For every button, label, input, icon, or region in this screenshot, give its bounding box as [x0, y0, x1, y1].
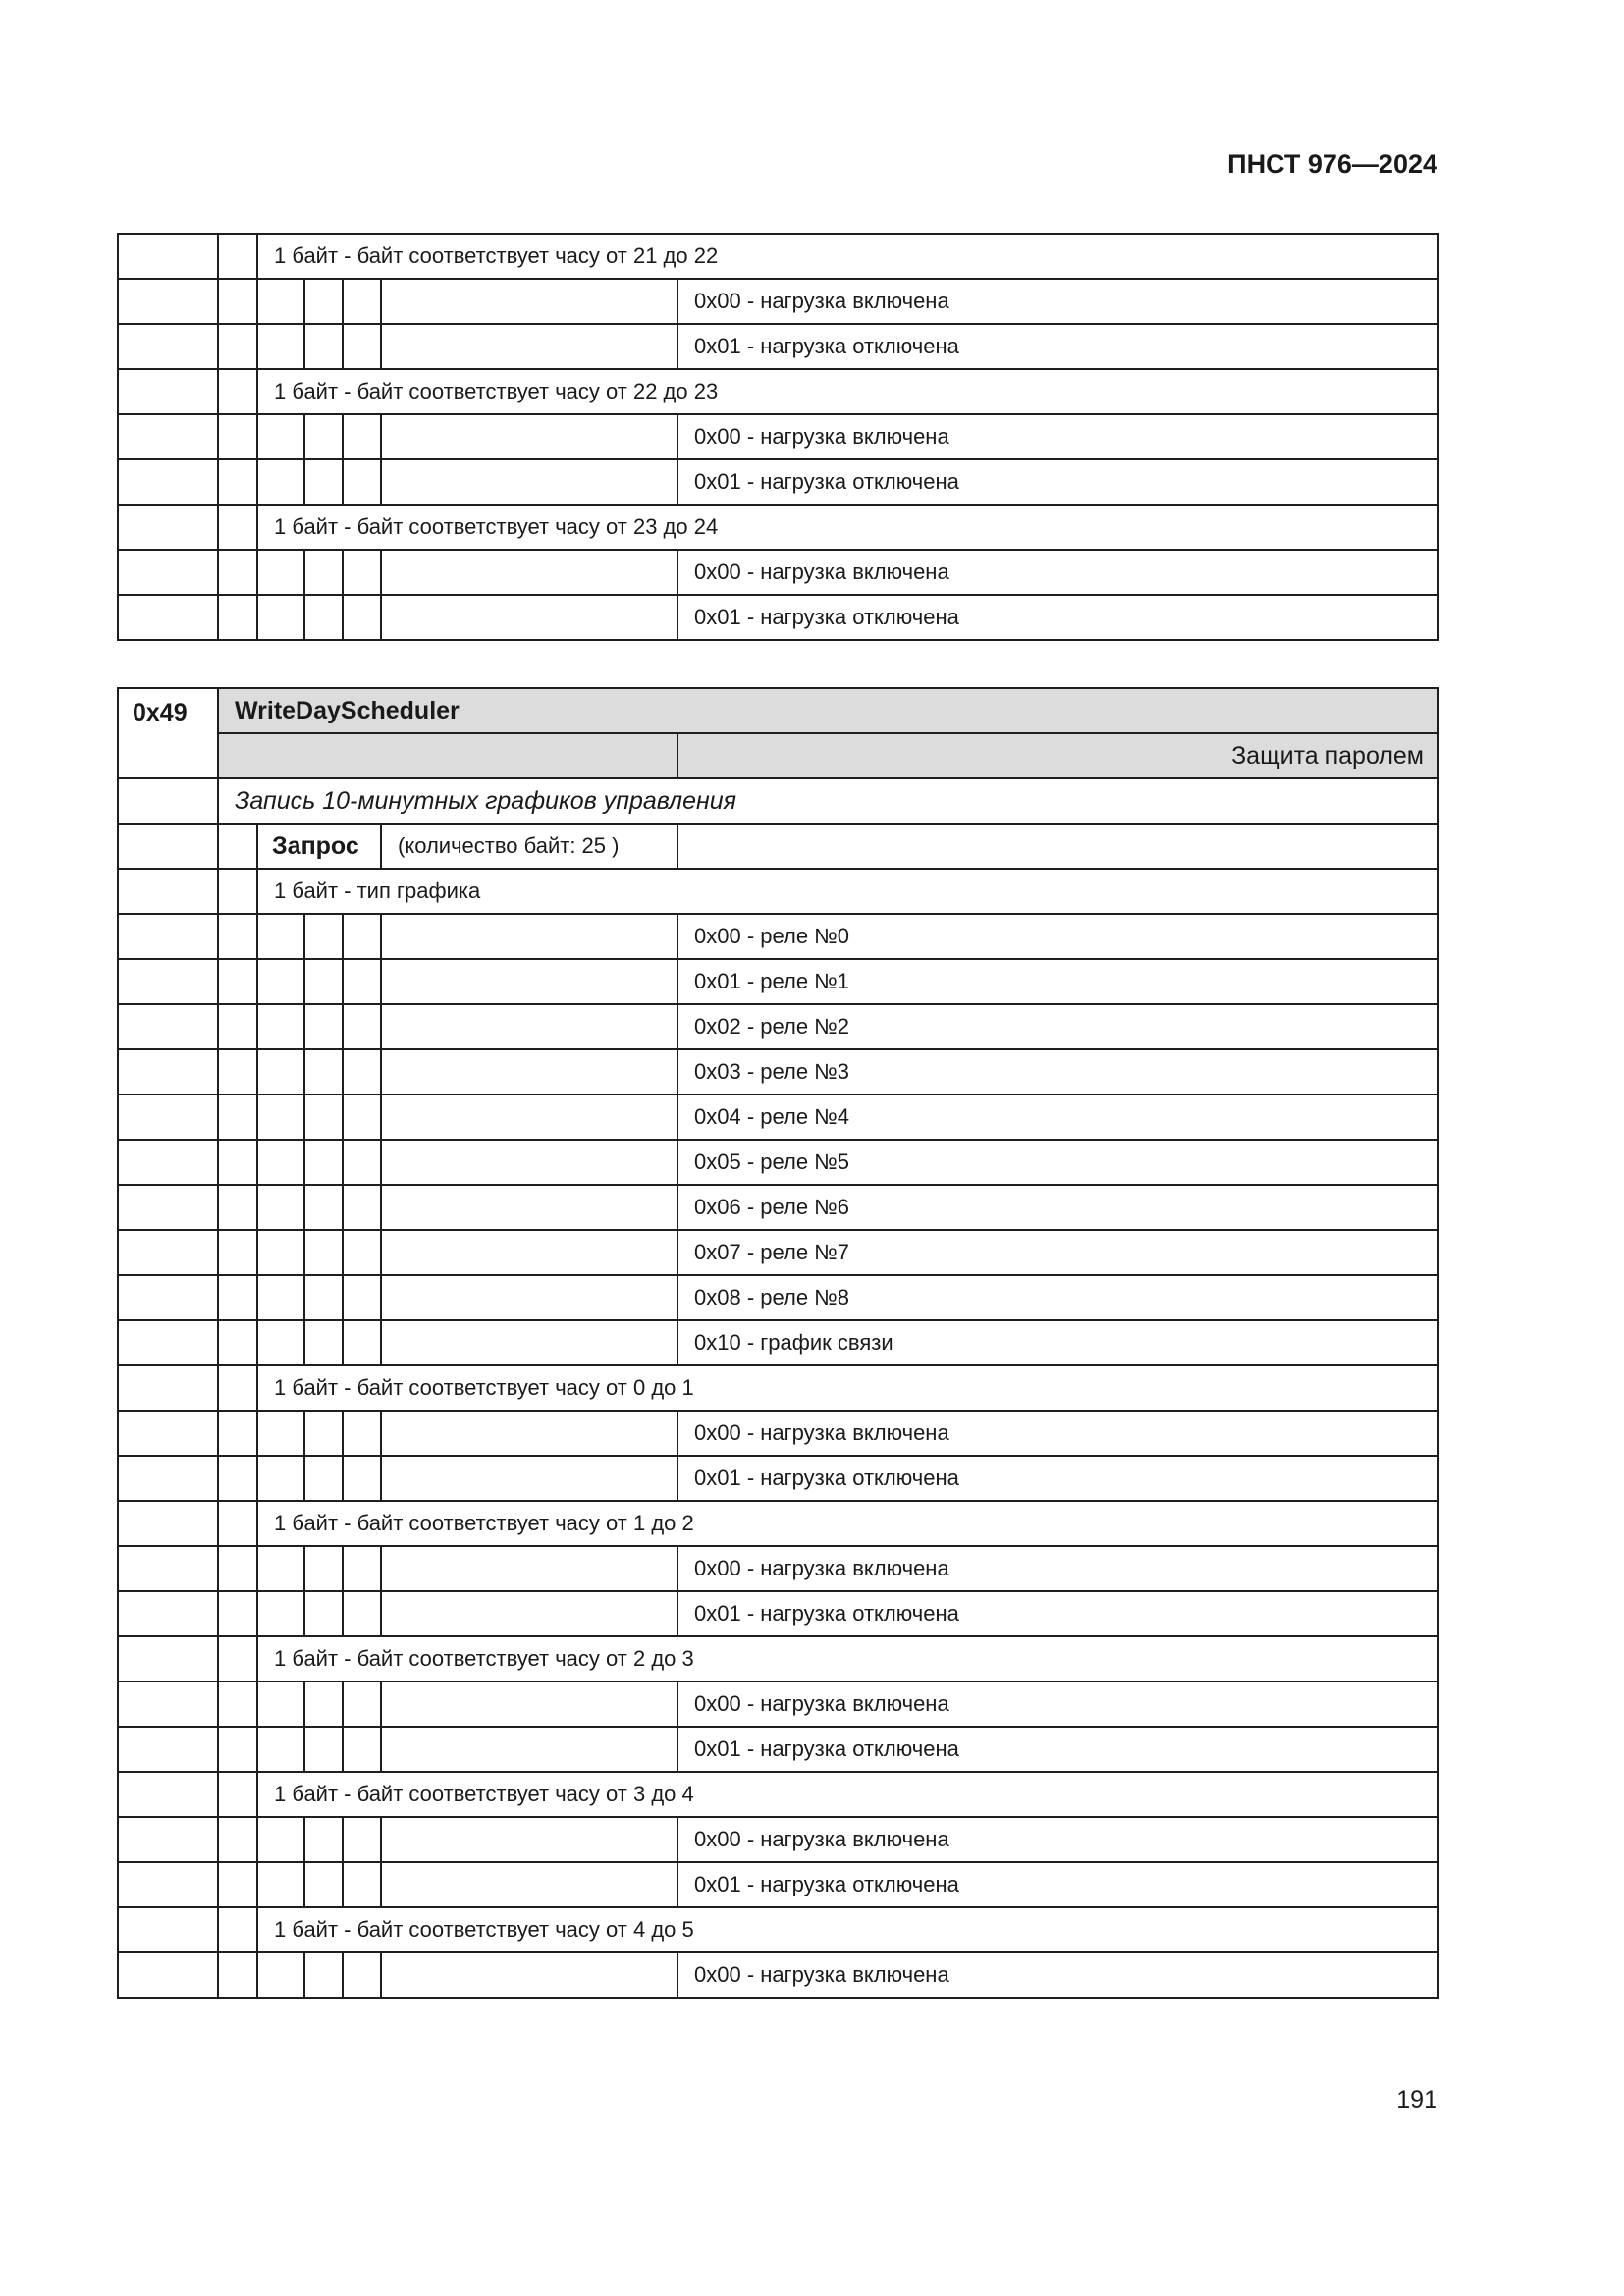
cell-empty [304, 1591, 343, 1636]
request-size: (количество байт: 25 ) [381, 824, 677, 869]
cell-empty [304, 595, 343, 640]
document-id: ПНСТ 976—2024 [1227, 149, 1437, 179]
cell-empty [257, 595, 304, 640]
cell-empty [381, 1185, 677, 1230]
cell-empty [343, 1275, 381, 1320]
value-description: 0x01 - реле №1 [677, 959, 1438, 1004]
cell-empty [218, 1140, 257, 1185]
value-description: 0x00 - нагрузка включена [677, 414, 1438, 459]
cell-empty [257, 1817, 304, 1862]
cell-empty [218, 1682, 257, 1727]
cell-empty [304, 1185, 343, 1230]
cell-empty [257, 959, 304, 1004]
byte-description: 1 байт - байт соответствует часу от 2 до 3 [257, 1636, 1438, 1682]
cell-empty [343, 1591, 381, 1636]
cell-empty [218, 324, 257, 369]
cell-empty [118, 1907, 218, 1952]
cell-empty [304, 1230, 343, 1275]
value-description: 0x00 - нагрузка включена [677, 1682, 1438, 1727]
value-row [118, 1095, 1438, 1140]
value-description: 0x10 - график связи [677, 1320, 1438, 1365]
value-row [118, 1456, 1438, 1501]
value-description: 0x01 - нагрузка отключена [677, 459, 1438, 505]
byte-row [118, 369, 1438, 414]
byte-description: 1 байт - байт соответствует часу от 23 до 24 [257, 505, 1438, 550]
cell-empty [218, 1591, 257, 1636]
cell-empty [343, 1411, 381, 1456]
cell-empty [304, 1140, 343, 1185]
cell-empty [257, 1411, 304, 1456]
cell-empty [118, 1546, 218, 1591]
cell-empty [343, 1095, 381, 1140]
cell-empty [218, 279, 257, 324]
cell-empty [343, 1952, 381, 1998]
cell-empty [343, 1456, 381, 1501]
cell-empty [257, 550, 304, 595]
cell-empty [257, 1049, 304, 1095]
byte-description: 1 байт - байт соответствует часу от 0 до 1 [257, 1365, 1438, 1411]
value-row [118, 1952, 1438, 1998]
cell-empty [381, 914, 677, 959]
cell-empty [118, 595, 218, 640]
command-header-row [118, 688, 1438, 733]
cell-empty [343, 595, 381, 640]
byte-description: 1 байт - байт соответствует часу от 1 до 2 [257, 1501, 1438, 1546]
cell-empty [304, 1320, 343, 1365]
value-description: 0x00 - реле №0 [677, 914, 1438, 959]
cell-empty [118, 1636, 218, 1682]
cell-empty [381, 1411, 677, 1456]
cell-empty [118, 1772, 218, 1817]
value-description: 0x01 - нагрузка отключена [677, 1727, 1438, 1772]
value-row [118, 1185, 1438, 1230]
byte-row [118, 1365, 1438, 1411]
cell-empty [257, 1862, 304, 1907]
protection-empty-cell [218, 733, 677, 778]
cell-empty [218, 1320, 257, 1365]
cell-empty [218, 1501, 257, 1546]
cell-empty [118, 1365, 218, 1411]
description-row [118, 778, 1438, 824]
value-description: 0x03 - реле №3 [677, 1049, 1438, 1095]
cell-empty [257, 279, 304, 324]
cell-empty [118, 1682, 218, 1727]
cell-empty [381, 1952, 677, 1998]
cell-empty [118, 1275, 218, 1320]
value-description: 0x05 - реле №5 [677, 1140, 1438, 1185]
value-description: 0x06 - реле №6 [677, 1185, 1438, 1230]
cell-empty [118, 550, 218, 595]
cell-empty [118, 1456, 218, 1501]
value-row [118, 324, 1438, 369]
byte-row [118, 869, 1438, 914]
cell-empty [381, 1456, 677, 1501]
cell-empty [381, 1862, 677, 1907]
cell-empty [304, 1275, 343, 1320]
cell-empty [304, 1049, 343, 1095]
value-row [118, 1049, 1438, 1095]
table-top-continuation [117, 233, 1439, 641]
byte-row [118, 234, 1438, 279]
cell-empty [118, 869, 218, 914]
cell-empty [343, 324, 381, 369]
value-row [118, 1546, 1438, 1591]
cell-empty [218, 1456, 257, 1501]
cell-empty [218, 869, 257, 914]
cell-empty [118, 1140, 218, 1185]
cell-empty [304, 550, 343, 595]
cell-empty [343, 1546, 381, 1591]
cell-empty [118, 1591, 218, 1636]
request-label: Запрос [257, 824, 381, 869]
cell-empty [381, 1546, 677, 1591]
page-number: 191 [1396, 2086, 1437, 2113]
cell-empty [118, 1817, 218, 1862]
cell-empty [304, 1411, 343, 1456]
cell-empty [304, 459, 343, 505]
value-row [118, 1862, 1438, 1907]
cell-empty [257, 324, 304, 369]
cell-empty [218, 914, 257, 959]
cell-empty [118, 1049, 218, 1095]
cell-empty [118, 1411, 218, 1456]
cell-empty [304, 414, 343, 459]
value-row [118, 914, 1438, 959]
cell-empty [343, 279, 381, 324]
cell-empty [118, 914, 218, 959]
cell-empty [304, 959, 343, 1004]
value-row [118, 1591, 1438, 1636]
cell-empty [381, 595, 677, 640]
cell-empty [304, 324, 343, 369]
cell-empty [218, 369, 257, 414]
cell-empty [257, 459, 304, 505]
cell-empty [118, 279, 218, 324]
cell-empty [257, 1456, 304, 1501]
cell-empty [118, 778, 218, 824]
cell-empty [218, 414, 257, 459]
cell-empty [118, 369, 218, 414]
value-row [118, 959, 1438, 1004]
value-description: 0x01 - нагрузка отключена [677, 1591, 1438, 1636]
cell-empty [218, 1095, 257, 1140]
cell-empty [381, 1140, 677, 1185]
byte-description: 1 байт - байт соответствует часу от 22 до 23 [257, 369, 1438, 414]
cell-empty [118, 959, 218, 1004]
cell-empty [343, 1140, 381, 1185]
cell-empty [343, 459, 381, 505]
cell-empty [343, 1862, 381, 1907]
cell-empty [257, 914, 304, 959]
cell-empty [381, 1049, 677, 1095]
cell-empty [118, 1185, 218, 1230]
cell-empty [343, 1727, 381, 1772]
cell-empty [257, 1546, 304, 1591]
byte-description: 1 байт - байт соответствует часу от 4 до 5 [257, 1907, 1438, 1952]
cell-empty [218, 595, 257, 640]
cell-empty [218, 959, 257, 1004]
value-description: 0x00 - нагрузка включена [677, 1546, 1438, 1591]
cell-empty [304, 1682, 343, 1727]
value-description: 0x02 - реле №2 [677, 1004, 1438, 1049]
cell-empty [257, 1591, 304, 1636]
value-description: 0x08 - реле №8 [677, 1275, 1438, 1320]
cell-empty [381, 1230, 677, 1275]
value-row [118, 1682, 1438, 1727]
cell-empty [218, 1727, 257, 1772]
value-row [118, 595, 1438, 640]
cell-empty [118, 324, 218, 369]
value-description: 0x00 - нагрузка включена [677, 1817, 1438, 1862]
byte-row [118, 1636, 1438, 1682]
cell-empty [118, 459, 218, 505]
cell-empty [381, 550, 677, 595]
value-description: 0x01 - нагрузка отключена [677, 1862, 1438, 1907]
byte-description: 1 байт - байт соответствует часу от 21 до 22 [257, 234, 1438, 279]
cell-empty [304, 914, 343, 959]
value-description: 0x00 - нагрузка включена [677, 1952, 1438, 1998]
cell-empty [118, 1952, 218, 1998]
byte-row [118, 1772, 1438, 1817]
value-description: 0x01 - нагрузка отключена [677, 1456, 1438, 1501]
cell-empty [343, 1185, 381, 1230]
value-row [118, 1004, 1438, 1049]
cell-empty [304, 1817, 343, 1862]
command-code: 0x49 [118, 688, 218, 778]
cell-empty [118, 1230, 218, 1275]
cell-empty [343, 414, 381, 459]
value-row [118, 1140, 1438, 1185]
cell-empty [118, 1004, 218, 1049]
cell-empty [343, 1004, 381, 1049]
cell-empty [304, 1095, 343, 1140]
cell-empty [218, 1004, 257, 1049]
cell-empty [343, 1320, 381, 1365]
value-row [118, 414, 1438, 459]
cell-empty [257, 1230, 304, 1275]
value-row [118, 1275, 1438, 1320]
cell-empty [304, 1004, 343, 1049]
command-name: WriteDayScheduler [218, 688, 1438, 733]
value-row [118, 279, 1438, 324]
cell-empty [118, 824, 218, 869]
cell-empty [343, 959, 381, 1004]
cell-empty [381, 1727, 677, 1772]
cell-empty [304, 1862, 343, 1907]
cell-empty [118, 1095, 218, 1140]
cell-empty [218, 1907, 257, 1952]
cell-empty [381, 1095, 677, 1140]
cell-empty [218, 1411, 257, 1456]
cell-empty [304, 1456, 343, 1501]
cell-empty [381, 414, 677, 459]
value-description: 0x01 - нагрузка отключена [677, 595, 1438, 640]
cell-empty [381, 324, 677, 369]
cell-empty [218, 1772, 257, 1817]
cell-empty [343, 1682, 381, 1727]
cell-empty [118, 1862, 218, 1907]
cell-empty [343, 1049, 381, 1095]
command-description: Запись 10-минутных графиков управления [218, 778, 1438, 824]
cell-empty [304, 279, 343, 324]
value-description: 0x00 - нагрузка включена [677, 550, 1438, 595]
cell-empty [343, 914, 381, 959]
cell-empty [381, 279, 677, 324]
byte-row [118, 1501, 1438, 1546]
cell-empty [304, 1727, 343, 1772]
cell-empty [218, 824, 257, 869]
protection-label: Защита паролем [677, 733, 1438, 778]
cell-empty [218, 1952, 257, 1998]
cell-empty [218, 1275, 257, 1320]
cell-empty [218, 1636, 257, 1682]
value-row [118, 1411, 1438, 1456]
cell-empty [343, 1817, 381, 1862]
cell-empty [343, 1230, 381, 1275]
cell-empty [118, 234, 218, 279]
byte-description: 1 байт - байт соответствует часу от 3 до 4 [257, 1772, 1438, 1817]
cell-empty [304, 1952, 343, 1998]
cell-empty [218, 1546, 257, 1591]
cell-empty [257, 1275, 304, 1320]
cell-empty [381, 959, 677, 1004]
cell-empty [304, 1546, 343, 1591]
value-description: 0x00 - нагрузка включена [677, 1411, 1438, 1456]
cell-empty [343, 550, 381, 595]
protection-row [118, 733, 1438, 778]
cell-empty [118, 1727, 218, 1772]
cell-empty [118, 414, 218, 459]
cell-empty [118, 505, 218, 550]
cell-empty [118, 1320, 218, 1365]
value-description: 0x01 - нагрузка отключена [677, 324, 1438, 369]
table-write-day-scheduler [117, 687, 1439, 1999]
cell-empty [381, 1817, 677, 1862]
value-row [118, 550, 1438, 595]
value-row [118, 1320, 1438, 1365]
value-row [118, 1817, 1438, 1862]
byte-description: 1 байт - тип графика [257, 869, 1438, 914]
cell-empty [381, 1591, 677, 1636]
cell-empty [218, 1185, 257, 1230]
cell-empty [257, 1004, 304, 1049]
cell-empty [257, 1952, 304, 1998]
cell-empty [218, 1817, 257, 1862]
cell-empty [118, 1501, 218, 1546]
cell-empty [218, 1862, 257, 1907]
cell-empty [218, 459, 257, 505]
byte-row [118, 1907, 1438, 1952]
byte-row [118, 505, 1438, 550]
cell-empty [381, 1275, 677, 1320]
cell-empty [381, 1004, 677, 1049]
value-description: 0x04 - реле №4 [677, 1095, 1438, 1140]
cell-empty [381, 459, 677, 505]
cell-empty [218, 1049, 257, 1095]
cell-empty [218, 234, 257, 279]
value-description: 0x07 - реле №7 [677, 1230, 1438, 1275]
cell-empty [218, 505, 257, 550]
cell-empty [257, 414, 304, 459]
cell-empty [677, 824, 1438, 869]
cell-empty [381, 1320, 677, 1365]
cell-empty [257, 1320, 304, 1365]
cell-empty [257, 1682, 304, 1727]
cell-empty [257, 1095, 304, 1140]
cell-empty [257, 1727, 304, 1772]
value-row [118, 1230, 1438, 1275]
cell-empty [257, 1140, 304, 1185]
cell-empty [257, 1185, 304, 1230]
cell-empty [218, 1365, 257, 1411]
cell-empty [218, 1230, 257, 1275]
value-description: 0x00 - нагрузка включена [677, 279, 1438, 324]
cell-empty [381, 1682, 677, 1727]
request-row [118, 824, 1438, 869]
cell-empty [218, 550, 257, 595]
value-row [118, 1727, 1438, 1772]
value-row [118, 459, 1438, 505]
